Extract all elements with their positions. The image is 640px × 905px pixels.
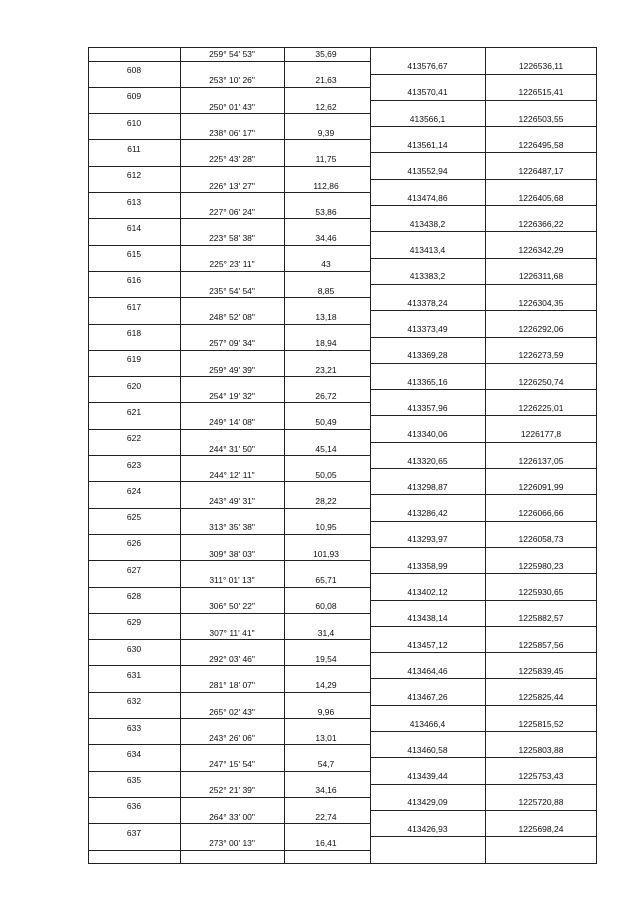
coordinate-y: 1225980,23 <box>518 561 564 571</box>
point-number: 609 <box>126 91 142 101</box>
coordinate-x: 413438,14 <box>407 613 448 623</box>
coordinate-row-rule <box>370 757 597 758</box>
bearing-angle: 273° 00' 13" <box>209 838 255 848</box>
segment-distance: 9,39 <box>317 128 335 138</box>
point-number: 608 <box>126 65 142 75</box>
segment-row-rule <box>88 508 370 509</box>
point-number: 615 <box>126 249 142 259</box>
coordinate-x: 413570,41 <box>407 87 448 97</box>
coordinate-x: 413552,94 <box>407 166 448 176</box>
coordinate-row-rule <box>370 415 597 416</box>
coordinate-row-rule <box>370 705 597 706</box>
segment-distance: 14,29 <box>315 680 337 690</box>
coordinate-row-rule <box>370 468 597 469</box>
coordinate-row-rule <box>370 100 597 101</box>
table-bottom-rule <box>88 863 597 864</box>
bearing-angle: 244° 31' 50" <box>209 444 255 454</box>
point-number: 627 <box>126 565 142 575</box>
point-number: 619 <box>126 354 142 364</box>
segment-row-rule <box>88 218 370 219</box>
segment-distance: 12,62 <box>315 102 337 112</box>
coordinate-y: 1225698,24 <box>518 824 564 834</box>
segment-row-rule <box>88 113 370 114</box>
point-number: 629 <box>126 617 142 627</box>
coordinate-x: 413426,93 <box>407 824 448 834</box>
bearing-angle: 243° 26' 06" <box>209 733 255 743</box>
point-number: 631 <box>126 670 142 680</box>
segment-row-rule <box>88 665 370 666</box>
point-number: 610 <box>126 118 142 128</box>
point-number: 628 <box>126 591 142 601</box>
segment-distance: 50,05 <box>315 470 337 480</box>
coordinate-x: 413474,86 <box>407 193 448 203</box>
segment-row-rule <box>88 455 370 456</box>
segment-distance: 50,49 <box>315 417 337 427</box>
segment-row-rule <box>88 324 370 325</box>
bearing-angle: 227° 06' 24" <box>209 207 255 217</box>
segment-row-rule <box>88 639 370 640</box>
coordinate-x: 413466,4 <box>409 719 446 729</box>
coordinate-row-rule <box>370 836 597 837</box>
coordinate-y: 1225857,56 <box>518 640 564 650</box>
coordinate-y: 1226515,41 <box>518 87 564 97</box>
coordinate-y: 1225825,44 <box>518 692 564 702</box>
coordinate-row-rule <box>370 784 597 785</box>
segment-row-rule <box>88 429 370 430</box>
coordinate-y: 1225882,57 <box>518 613 564 623</box>
bearing-angle: 223° 58' 38" <box>209 233 255 243</box>
coordinate-y: 1226405,68 <box>518 193 564 203</box>
segment-distance: 53,86 <box>315 207 337 217</box>
coordinate-y: 1226342,29 <box>518 245 564 255</box>
segment-distance: 34,46 <box>315 233 337 243</box>
bearing-angle: 257° 09' 34" <box>209 338 255 348</box>
coordinate-row-rule <box>370 652 597 653</box>
coordinate-x: 413357,96 <box>407 403 448 413</box>
coordinate-row-rule <box>370 389 597 390</box>
segment-row-rule <box>88 350 370 351</box>
bearing-angle: 226° 13' 27" <box>209 181 255 191</box>
coordinate-y: 1226177,8 <box>520 429 562 439</box>
segment-distance: 65,71 <box>315 575 337 585</box>
coordinate-x: 413438,2 <box>409 219 446 229</box>
coordinate-table <box>88 47 597 864</box>
bearing-angle: 306° 50' 22" <box>209 601 255 611</box>
bearing-angle: 250° 01' 43" <box>209 102 255 112</box>
point-number: 634 <box>126 749 142 759</box>
segment-row-rule <box>88 166 370 167</box>
coordinate-x: 413576,67 <box>407 61 448 71</box>
coordinate-row-rule <box>370 310 597 311</box>
coordinate-y: 1225839,45 <box>518 666 564 676</box>
segment-row-rule <box>88 376 370 377</box>
coordinate-x: 413460,58 <box>407 745 448 755</box>
coordinate-row-rule <box>370 363 597 364</box>
coordinate-y: 1225815,52 <box>518 719 564 729</box>
coordinate-y: 1225803,88 <box>518 745 564 755</box>
coordinate-row-rule <box>370 74 597 75</box>
bearing-angle: 264° 33' 00" <box>209 812 255 822</box>
point-number: 632 <box>126 696 142 706</box>
coordinate-y: 1226487,17 <box>518 166 564 176</box>
coordinate-x: 413566,1 <box>409 114 446 124</box>
point-number: 617 <box>126 302 142 312</box>
coordinate-x: 413373,49 <box>407 324 448 334</box>
segment-row-rule <box>88 823 370 824</box>
coordinate-row-rule <box>370 810 597 811</box>
table-top-rule <box>88 47 597 48</box>
segment-row-rule <box>88 271 370 272</box>
column-rule <box>485 47 486 864</box>
coordinate-row-rule <box>370 179 597 180</box>
coordinate-y: 1225930,65 <box>518 587 564 597</box>
coordinate-x: 413413,4 <box>409 245 446 255</box>
coordinate-x: 413298,87 <box>407 482 448 492</box>
coordinate-y: 1226273,59 <box>518 350 564 360</box>
point-number: 635 <box>126 775 142 785</box>
bearing-angle: 235° 54' 54" <box>209 286 255 296</box>
bearing-angle: 313° 35' 38" <box>209 522 255 532</box>
coordinate-x: 413457,12 <box>407 640 448 650</box>
segment-row-rule <box>88 402 370 403</box>
point-number: 622 <box>126 433 142 443</box>
coordinate-x: 413383,2 <box>409 271 446 281</box>
coordinate-row-rule <box>370 442 597 443</box>
coordinate-row-rule <box>370 258 597 259</box>
coordinate-x: 413293,97 <box>407 534 448 544</box>
coordinate-y: 1226495,58 <box>518 140 564 150</box>
coordinate-y: 1226066,66 <box>518 508 564 518</box>
bearing-angle: 311° 01' 13" <box>209 575 255 585</box>
bearing-angle: 225° 43' 28" <box>209 154 255 164</box>
bearing-angle: 265° 02' 43" <box>209 707 255 717</box>
point-number: 636 <box>126 801 142 811</box>
coordinate-row-rule <box>370 600 597 601</box>
coordinate-x: 413402,12 <box>407 587 448 597</box>
bearing-angle: 259° 49' 39" <box>209 365 255 375</box>
segment-distance: 112,86 <box>313 181 339 191</box>
bearing-angle: 238° 06' 17" <box>209 128 255 138</box>
coordinate-y: 1225753,43 <box>518 771 564 781</box>
coordinate-row-rule <box>370 547 597 548</box>
point-number: 611 <box>127 144 141 154</box>
segment-row-rule <box>88 771 370 772</box>
coordinate-row-rule <box>370 126 597 127</box>
coordinate-x: 413429,09 <box>407 797 448 807</box>
coordinate-row-rule <box>370 337 597 338</box>
point-number: 621 <box>126 407 142 417</box>
coordinate-row-rule <box>370 626 597 627</box>
point-number: 612 <box>126 170 142 180</box>
bearing-angle: 243° 49' 31" <box>209 496 255 506</box>
coordinate-x: 413320,65 <box>407 456 448 466</box>
bearing-angle: 259° 54' 53" <box>209 49 255 59</box>
segment-row-rule <box>88 534 370 535</box>
segment-distance: 43 <box>321 259 331 269</box>
bearing-angle: 247° 15' 54" <box>209 759 255 769</box>
segment-row-rule <box>88 613 370 614</box>
coordinate-x: 413467,26 <box>407 692 448 702</box>
segment-distance: 10,95 <box>315 522 337 532</box>
segment-distance: 19,54 <box>315 654 337 664</box>
bearing-angle: 292° 03' 46" <box>209 654 255 664</box>
coordinate-row-rule <box>370 284 597 285</box>
point-number: 616 <box>126 275 142 285</box>
coordinate-row-rule <box>370 521 597 522</box>
coordinate-x: 413561,14 <box>407 140 448 150</box>
coordinate-x: 413286,42 <box>407 508 448 518</box>
coordinate-row-rule <box>370 152 597 153</box>
coordinate-y: 1226137,05 <box>518 456 564 466</box>
segment-row-rule <box>88 192 370 193</box>
point-number: 623 <box>126 460 142 470</box>
coordinate-y: 1225720,88 <box>518 797 564 807</box>
segment-distance: 8,85 <box>317 286 335 296</box>
coordinate-y: 1226250,74 <box>518 377 564 387</box>
point-number: 630 <box>126 644 142 654</box>
coordinate-x: 413365,16 <box>407 377 448 387</box>
segment-distance: 22,74 <box>315 812 337 822</box>
point-number: 633 <box>126 723 142 733</box>
coordinate-y: 1226536,11 <box>518 61 564 71</box>
point-number: 620 <box>126 381 142 391</box>
point-number: 624 <box>126 486 142 496</box>
coordinate-x: 413464,46 <box>407 666 448 676</box>
point-number: 614 <box>126 223 142 233</box>
point-number: 637 <box>126 828 142 838</box>
segment-row-rule <box>88 297 370 298</box>
coordinate-x: 413439,44 <box>407 771 448 781</box>
segment-distance: 9,96 <box>317 707 335 717</box>
coordinate-x: 413378,24 <box>407 298 448 308</box>
coordinate-y: 1226225,01 <box>518 403 564 413</box>
segment-distance: 16,41 <box>315 838 337 848</box>
segment-distance: 31,4 <box>317 628 335 638</box>
coordinate-x: 413369,28 <box>407 350 448 360</box>
coordinate-row-rule <box>370 573 597 574</box>
segment-row-rule <box>88 850 370 851</box>
bearing-angle: 225° 23' 11" <box>209 259 255 269</box>
bearing-angle: 307° 11' 41" <box>209 628 255 638</box>
segment-row-rule <box>88 797 370 798</box>
column-rule <box>596 47 597 864</box>
segment-row-rule <box>88 139 370 140</box>
coordinate-y: 1226311,68 <box>518 271 564 281</box>
coordinate-x: 413358,99 <box>407 561 448 571</box>
bearing-angle: 281° 18' 07" <box>209 680 255 690</box>
coordinate-x: 413340,06 <box>407 429 448 439</box>
segment-distance: 35,69 <box>315 49 337 59</box>
coordinate-row-rule <box>370 494 597 495</box>
segment-row-rule <box>88 245 370 246</box>
segment-distance: 34,16 <box>315 785 337 795</box>
bearing-angle: 244° 12' 11" <box>209 470 255 480</box>
segment-distance: 13,18 <box>315 312 337 322</box>
segment-row-rule <box>88 87 370 88</box>
segment-row-rule <box>88 61 370 62</box>
point-number: 618 <box>126 328 142 338</box>
coordinate-y: 1226091,99 <box>518 482 564 492</box>
bearing-angle: 253° 10' 26" <box>209 75 255 85</box>
point-number: 613 <box>126 197 142 207</box>
segment-distance: 21,63 <box>315 75 337 85</box>
segment-distance: 11,75 <box>315 154 337 164</box>
coordinate-row-rule <box>370 678 597 679</box>
segment-distance: 26,72 <box>315 391 337 401</box>
bearing-angle: 248° 52' 08" <box>209 312 255 322</box>
segment-row-rule <box>88 587 370 588</box>
segment-distance: 60,08 <box>315 601 337 611</box>
segment-distance: 101,93 <box>313 549 339 559</box>
point-number: 626 <box>126 538 142 548</box>
coordinate-y: 1226503,55 <box>518 114 564 124</box>
coordinate-y: 1226366,22 <box>518 219 564 229</box>
coordinate-y: 1226292,06 <box>518 324 564 334</box>
segment-row-rule <box>88 718 370 719</box>
bearing-angle: 252° 21' 39" <box>209 785 255 795</box>
segment-row-rule <box>88 481 370 482</box>
coordinate-y: 1226058,73 <box>518 534 564 544</box>
point-number: 625 <box>126 512 142 522</box>
segment-row-rule <box>88 692 370 693</box>
segment-distance: 18,94 <box>315 338 337 348</box>
segment-distance: 54,7 <box>317 759 335 769</box>
bearing-angle: 249° 14' 08" <box>209 417 255 427</box>
coordinate-y: 1226304,35 <box>518 298 564 308</box>
segment-distance: 23,21 <box>315 365 337 375</box>
segment-row-rule <box>88 744 370 745</box>
segment-row-rule <box>88 560 370 561</box>
segment-distance: 13,01 <box>315 733 337 743</box>
segment-distance: 45,14 <box>315 444 337 454</box>
coordinate-row-rule <box>370 731 597 732</box>
segment-distance: 28,22 <box>315 496 337 506</box>
coordinate-row-rule <box>370 205 597 206</box>
bearing-angle: 254° 19' 32" <box>209 391 255 401</box>
coordinate-row-rule <box>370 231 597 232</box>
bearing-angle: 309° 38' 03" <box>209 549 255 559</box>
